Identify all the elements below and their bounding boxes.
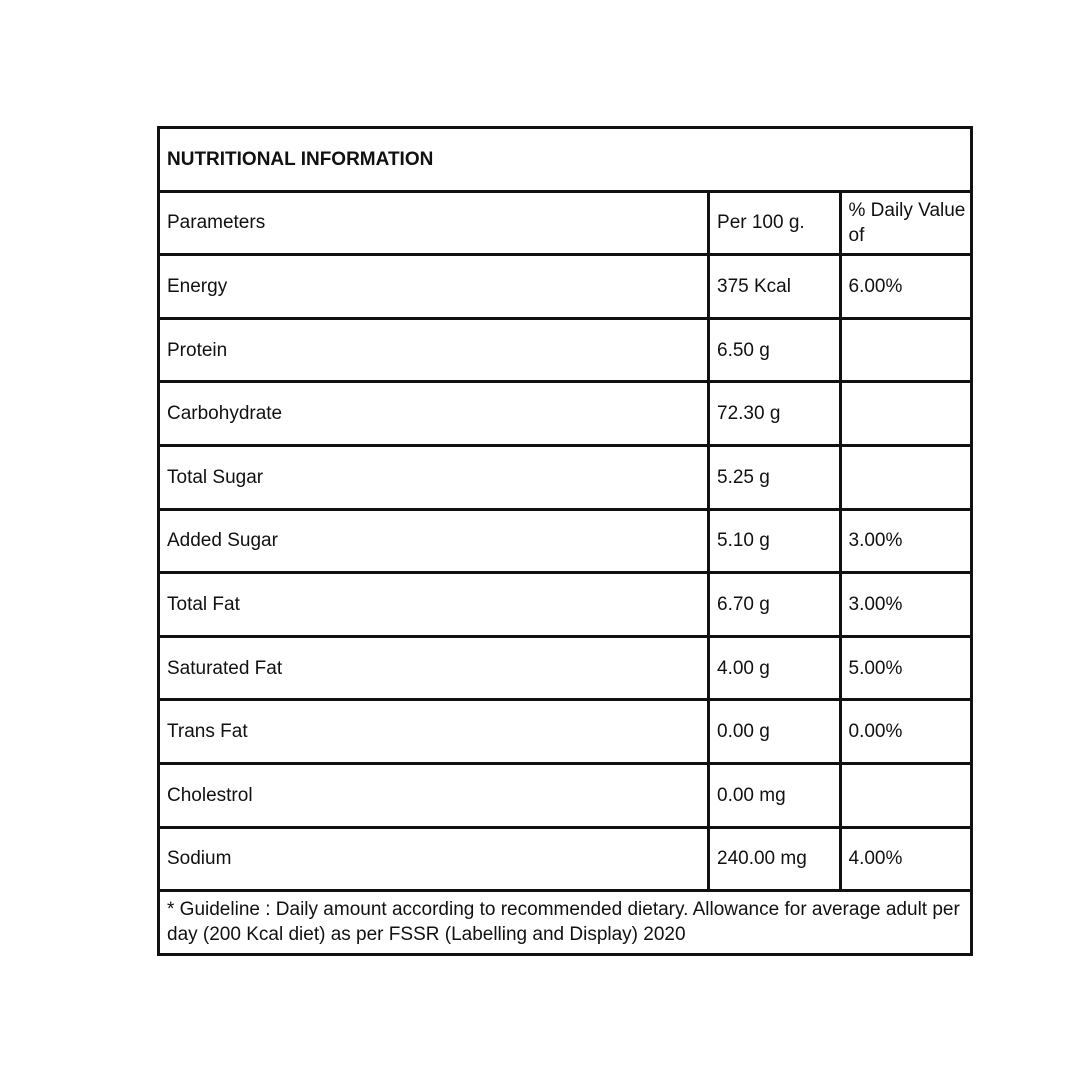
daily-value-cell [840,763,972,827]
table-title: NUTRITIONAL INFORMATION [159,128,972,192]
parameter-cell: Saturated Fat [159,636,709,700]
per-100g-cell: 72.30 g [709,382,840,446]
table-row [159,509,972,573]
daily-value-cell: 5.00% [840,636,972,700]
header-daily-value: % Daily Value of [840,191,972,255]
per-100g-cell: 5.25 g [709,445,840,509]
per-100g-cell: 4.00 g [709,636,840,700]
daily-value-cell: 4.00% [840,827,972,891]
title-row [159,128,972,192]
parameter-cell: Total Fat [159,573,709,637]
daily-value-cell: 3.00% [840,509,972,573]
header-row [159,191,972,255]
daily-value-cell: 0.00% [840,700,972,764]
parameter-cell: Carbohydrate [159,382,709,446]
table-row [159,763,972,827]
table-row [159,382,972,446]
table-row [159,827,972,891]
daily-value-cell: 6.00% [840,255,972,319]
table-row [159,318,972,382]
per-100g-cell: 6.50 g [709,318,840,382]
per-100g-cell: 240.00 mg [709,827,840,891]
header-per-100g: Per 100 g. [709,191,840,255]
daily-value-cell [840,382,972,446]
parameter-cell: Energy [159,255,709,319]
per-100g-cell: 0.00 g [709,700,840,764]
parameter-cell: Protein [159,318,709,382]
per-100g-cell: 5.10 g [709,509,840,573]
table-row [159,445,972,509]
daily-value-cell [840,318,972,382]
table-row [159,700,972,764]
daily-value-cell: 3.00% [840,573,972,637]
header-parameters: Parameters [159,191,709,255]
parameter-cell: Sodium [159,827,709,891]
table-row [159,636,972,700]
daily-value-cell [840,445,972,509]
parameter-cell: Trans Fat [159,700,709,764]
parameter-cell: Cholestrol [159,763,709,827]
per-100g-cell: 6.70 g [709,573,840,637]
footnote-row [159,891,972,955]
table-row [159,255,972,319]
parameter-cell: Added Sugar [159,509,709,573]
table-row [159,573,972,637]
per-100g-cell: 375 Kcal [709,255,840,319]
parameter-cell: Total Sugar [159,445,709,509]
footnote: * Guideline : Daily amount according to recommended dietary. Allowance for average adult per day (200 Kcal diet) as per FSSR (Labelling and Display) 2020 [159,891,972,955]
nutrition-table-body [159,128,972,955]
per-100g-cell: 0.00 mg [709,763,840,827]
nutrition-table [157,126,973,956]
